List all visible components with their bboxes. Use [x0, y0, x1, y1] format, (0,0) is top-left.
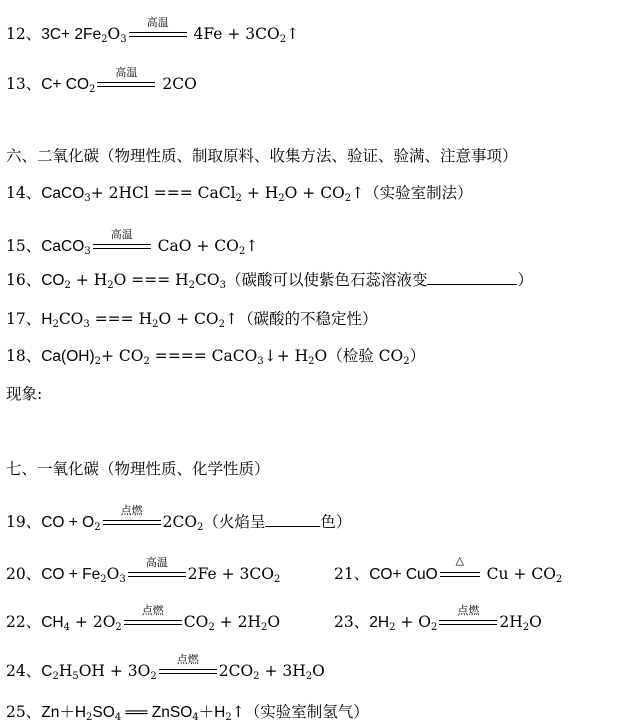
t: CO [195, 271, 220, 289]
sub: 2 [197, 522, 204, 533]
t: + H [70, 271, 108, 289]
condition-arrow [97, 66, 155, 92]
sub: 2 [94, 522, 101, 533]
t: CO [58, 310, 84, 328]
t: ↑（碳酸的不稳定性） [224, 310, 378, 328]
sub: 2 [107, 280, 114, 291]
line-14 [6, 181, 473, 203]
num: 16、 [6, 271, 42, 289]
line-22 [6, 604, 281, 633]
t: CaCO [41, 238, 85, 255]
condition-arrow [439, 604, 497, 630]
sub: 2 [344, 193, 352, 204]
t: O === H [113, 271, 189, 289]
sub: 2 [305, 671, 313, 682]
sub: 2 [143, 356, 150, 367]
t: H [41, 311, 53, 328]
observation-label: 现象: [6, 385, 43, 403]
t: ↑（实验室制法） [351, 184, 473, 202]
sub: 2 [279, 34, 287, 45]
num: 15、 [6, 237, 42, 255]
num: 22、 [6, 613, 42, 631]
line-17 [6, 307, 377, 329]
num: 23、 [334, 613, 370, 631]
t: O [312, 662, 325, 680]
t: CO + Fe [41, 566, 101, 583]
line-16 [6, 268, 533, 290]
section-7-heading: 七、一氧化碳（物理性质、化学性质） [6, 460, 270, 478]
t: + CO [101, 347, 144, 365]
t: 2Fe + 3CO [187, 565, 274, 583]
line-13 [6, 66, 197, 95]
t: 4Fe + 3CO [188, 25, 280, 43]
sub: 5 [72, 671, 79, 682]
line-24 [6, 653, 325, 682]
t: ==== CaCO [149, 347, 258, 365]
t: 2CO [218, 662, 254, 680]
t: ↑ [245, 237, 259, 255]
sub: 3 [120, 34, 127, 45]
sub: 2 [522, 622, 530, 633]
cond-label: 高温 [145, 556, 168, 569]
t: O + CO [158, 310, 219, 328]
t: + 2O [70, 613, 116, 631]
condition-arrow [129, 16, 187, 42]
condition-arrow [124, 604, 182, 630]
sub: 2 [89, 84, 96, 95]
t: SO [92, 704, 115, 721]
t: 2H [499, 613, 523, 631]
sub: 2 [86, 712, 93, 723]
num: 12、 [6, 25, 42, 43]
num: 14、 [6, 184, 42, 202]
line-23 [334, 604, 542, 633]
sub: 2 [238, 246, 246, 257]
t: + H [241, 184, 279, 202]
condition-arrow [440, 554, 480, 582]
t: ＋H [198, 704, 226, 721]
sub: 4 [63, 622, 70, 633]
num: 20、 [6, 565, 42, 583]
t: O + CO [284, 184, 345, 202]
condition-arrow [103, 504, 161, 530]
answer-blank[interactable] [427, 270, 517, 285]
t: ↑ [286, 25, 300, 43]
t: === H [89, 310, 153, 328]
cond-label: 点燃 [141, 604, 164, 617]
sub: 2 [308, 356, 315, 367]
condition-arrow [128, 556, 186, 582]
num: 24、 [6, 662, 42, 680]
t: + O [395, 613, 431, 631]
t: + 2H [214, 613, 261, 631]
t: + 2HCl === CaCl [90, 184, 236, 202]
num: 17、 [6, 310, 42, 328]
sub: 2 [208, 622, 215, 633]
line-15 [6, 228, 259, 257]
sub: 2 [225, 712, 232, 723]
t: CO+ CuO [369, 566, 438, 583]
t: O [107, 25, 121, 43]
cond-label: 点燃 [120, 504, 143, 517]
sub: 2 [555, 574, 563, 585]
line-25 [6, 700, 369, 722]
t: （碳酸可以使紫色石蕊溶液变 [225, 271, 428, 289]
t: O [267, 613, 281, 631]
sub: 4 [192, 712, 199, 723]
sub: 2 [235, 193, 242, 204]
sub: 2 [64, 280, 71, 291]
t: 3C+ 2Fe [41, 26, 102, 43]
sub: 2 [273, 574, 281, 585]
sub: 2 [52, 671, 59, 682]
cond-label: 高温 [146, 16, 169, 29]
cond-label: 点燃 [176, 653, 199, 666]
sub: 2 [278, 193, 285, 204]
num: 13、 [6, 75, 42, 93]
sub: 2 [403, 356, 410, 367]
cond-label: 高温 [115, 66, 138, 79]
sub: 2 [431, 622, 438, 633]
sub: 2 [218, 319, 225, 330]
cond-label: 高温 [110, 228, 133, 241]
t: H [58, 662, 73, 680]
answer-blank[interactable] [265, 512, 320, 527]
sub: 3 [257, 356, 264, 367]
num: 19、 [6, 513, 42, 531]
sub: 2 [52, 319, 59, 330]
t: Cu + CO [481, 565, 556, 583]
line-21 [334, 554, 563, 585]
t: （火焰呈 [203, 513, 266, 531]
sub: 2 [253, 671, 260, 682]
t: 2CO [157, 75, 197, 93]
t: Zn＋H [41, 704, 87, 721]
section-6-heading: 六、二氧化碳（物理性质、制取原料、收集方法、验证、验满、注意事项） [6, 147, 518, 165]
cond-label: 点燃 [457, 604, 480, 617]
sub: 3 [83, 319, 90, 330]
sub: 2 [188, 280, 196, 291]
t: 2H [369, 614, 390, 631]
condition-arrow [159, 653, 217, 679]
sub: 2 [260, 622, 268, 633]
sub: 2 [100, 574, 107, 585]
t: CaO + CO [152, 237, 239, 255]
t: + 3H [259, 662, 306, 680]
t: 色） [320, 513, 352, 531]
sub: 2 [389, 622, 396, 633]
sub: 3 [119, 574, 126, 585]
t: O（检验 CO [314, 347, 404, 365]
t: O [529, 613, 542, 631]
t: Ca(OH) [41, 348, 95, 365]
sub: 2 [150, 671, 157, 682]
condition-arrow [93, 228, 151, 254]
line-12 [6, 16, 300, 45]
num: 18、 [6, 347, 42, 365]
t: O [106, 565, 120, 583]
t: ↑（实验室制氢气） [231, 703, 369, 721]
t: ══ ZnSO [121, 704, 193, 721]
t: CaCO [41, 185, 85, 202]
t: CO + O [41, 514, 95, 531]
sub: 3 [84, 246, 91, 257]
t: CH [41, 614, 64, 631]
t: C+ CO [41, 76, 90, 93]
sub: 4 [114, 712, 122, 723]
sub: 2 [94, 356, 101, 367]
line-20 [6, 556, 281, 585]
t: ） [409, 347, 426, 365]
sub: 2 [101, 34, 108, 45]
t: CO [41, 272, 65, 289]
cond-label: △ [455, 554, 464, 567]
sub: 3 [219, 280, 226, 291]
t: 2CO [162, 513, 198, 531]
t: OH + 3O [78, 662, 151, 680]
t: C [41, 663, 53, 680]
line-18 [6, 344, 425, 366]
t: ↓+ H [263, 347, 309, 365]
sub: 2 [115, 622, 122, 633]
num: 21、 [334, 565, 370, 583]
sub: 3 [84, 193, 91, 204]
sub: 2 [152, 319, 159, 330]
num: 25、 [6, 703, 42, 721]
t: ） [517, 271, 533, 289]
line-19 [6, 504, 352, 533]
t: CO [183, 613, 209, 631]
